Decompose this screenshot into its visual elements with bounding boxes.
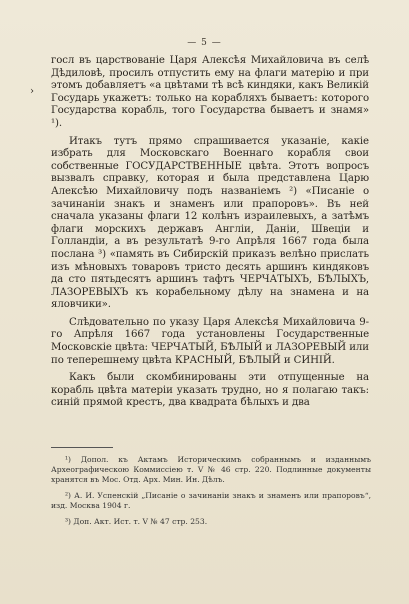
paragraph-4: Какъ были скомбинированы эти отпущенные на корабль цвѣта матеріи указать трудно, но я полагаю такъ: синій прямой крестъ, два квадрата бѣлыхъ и два: [51, 372, 369, 409]
footnotes: [51, 455, 371, 533]
paragraph-3: Слѣдовательно по указу Царя Алексѣя Михайловича 9-го Апрѣля 1667 года установлены Государственные Московскіе цвѣта: ЧЕРЧАТЫЙ, БѢЛЫЙ и ЛАЗОРЕВЫЙ или по теперешнему цвѣта КРАСНЫЙ, БѢЛЫЙ и СИНІЙ.: [51, 316, 369, 366]
margin-mark: ›: [30, 86, 34, 97]
footnote-3: ³) Доп. Акт. Ист. т. V № 47 стр. 253.: [65, 517, 208, 526]
paragraph-2: Итакъ тутъ прямо спрашивается указаніе, какіе избрать для Московскаго Военнаго корабля свои собственные ГОСУДАРСТВЕННЫЕ цвѣта. Этотъ вопросъ вызвалъ справку, которая и была представлена Царю Алексѣю Михайловичу подъ названіемъ ²) «Писаніе о зачинаніи знакъ и знаменъ или прапоровъ». Въ ней сначала указаны флаги 12 колѣнъ израилевыхъ, а затѣмъ флаги морскихъ державъ Англіи, Даніи, Швеціи и Голландіи, а въ результатѣ 9-го Апрѣля 1667 года была послана ³) «память въ Сибирскій приказъ велѣно прислать изъ мѣновыхъ товаровъ тристо десять аршинъ киндяковъ да сто пятьдесятъ аршинъ тафтъ ЧЕРЧАТЫХЪ, БѢЛЫХЪ, ЛАЗОРЕВЫХЪ къ корабельному дѣлу на знамена и на яловчики».: [51, 135, 369, 311]
footnote-2: ²) А. И. Успенскій „Писаніе о зачинаніи знакъ и знаменъ или прапоровъ“, изд. Москва 1904 г.: [51, 491, 371, 510]
page-number: — 5 —: [187, 38, 222, 48]
footnote-1: ¹) Допол. къ Актамъ Историческимъ собраннымъ и изданнымъ Археографическою Коммиссіею т. V № 46 стр. 220. Подлинные документы хранятся въ Мос. Отд. Арх. Мин. Ин. Дѣлъ.: [51, 455, 371, 484]
paragraph-1: госл въ царствованіе Царя Алексѣя Михайловича въ селѣ Дѣдиловѣ, просилъ отпустить ему на флаги матерію и при этомъ добавляетъ «а цвѣтами тѣ всѣ киндяки, какъ Великій Государь укажетъ: только на корабляхъ бываетъ: которого Государства корабль, того Государства бываетъ и знамя» ¹).: [51, 55, 369, 129]
footnote-divider: [51, 447, 113, 448]
body-text: [51, 55, 369, 410]
